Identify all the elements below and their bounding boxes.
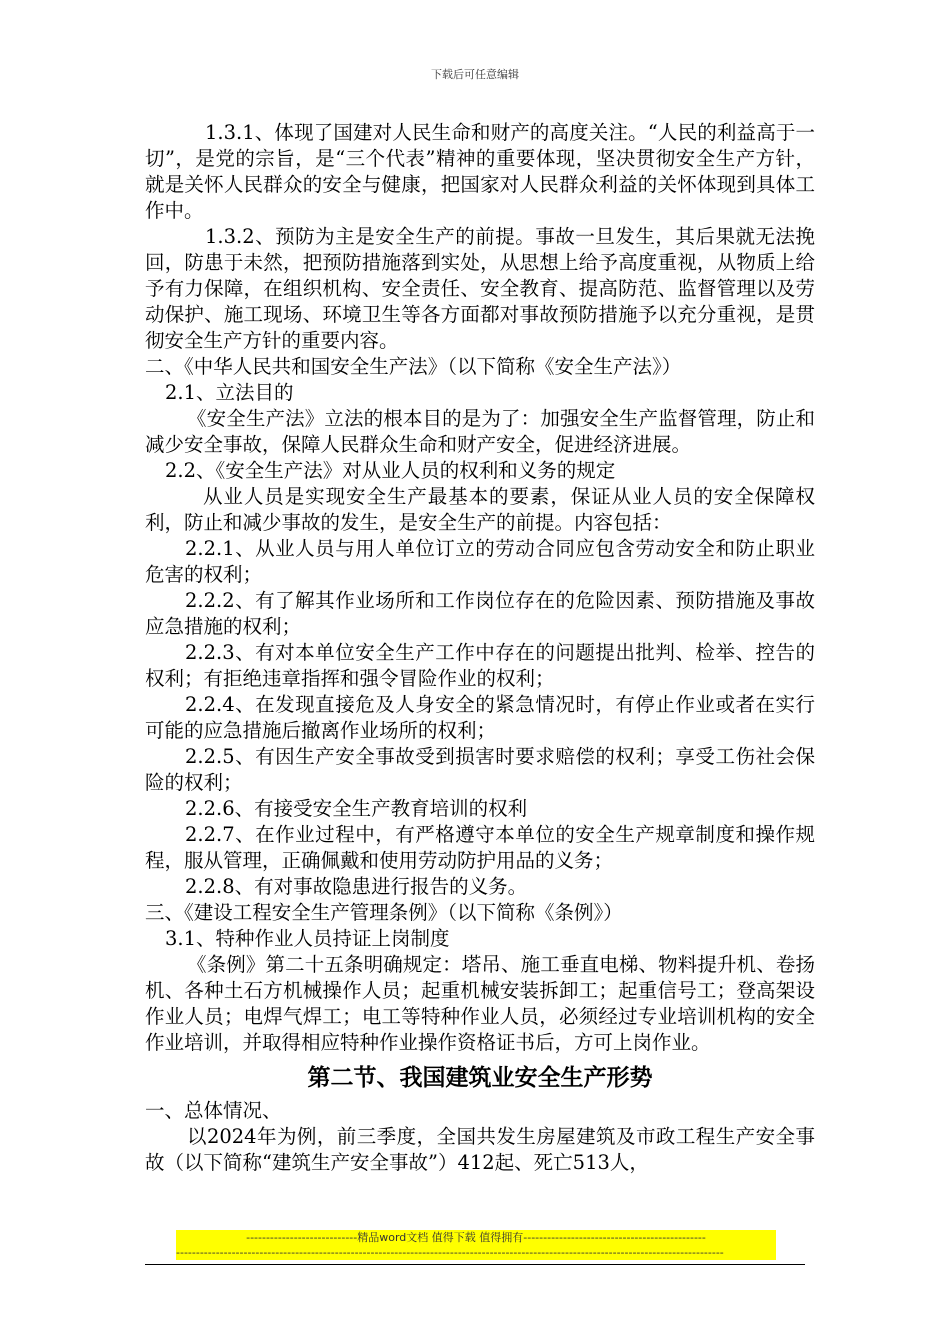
paragraph-2-1-body: 《安全生产法》立法的根本目的是为了：加强安全生产监督管理，防止和减少安全事故，保障人民群众生命和财产安全，促进经济进展。 <box>145 407 815 456</box>
item-2-2-3: 2.2.3、有对本单位安全生产工作中存在的问题提出批判、检举、控告的权利；有拒绝违章指挥和强令冒险作业的权利； <box>145 641 815 690</box>
heading-2-2: 2.2、《安全生产法》对从业人员的权利和义务的规定 <box>165 459 616 482</box>
item-2-2-7: 2.2.7、在作业过程中，有严格遵守本单位的安全生产规章制度和操作规程，服从管理，正确佩戴和使用劳动防护用品的义务； <box>145 823 815 872</box>
item-2-2-5: 2.2.5、有因生产安全事故受到损害时要求赔偿的权利；享受工伤社会保险的权利； <box>145 745 815 794</box>
paragraph-2-2-body: 从业人员是实现安全生产最基本的要素，保证从业人员的安全保障权利，防止和减少事故的发生，是安全生产的前提。内容包括： <box>145 485 815 534</box>
item-2-2-2: 2.2.2、有了解其作业场所和工作岗位存在的危险因素、预防措施及事故应急措施的权利； <box>145 589 815 638</box>
page-header: 下载后可任意编辑 <box>431 68 519 81</box>
paragraph-overall-body: 以2024年为例，前三季度，全国共发生房屋建筑及市政工程生产安全事故（以下简称“建筑生产安全事故”）412起、死亡513人， <box>145 1125 815 1174</box>
footer-banner-line-2: ------------------------------------------------------------------------------------------------------------------------------------------ <box>176 1245 776 1260</box>
heading-2-1: 2.1、立法目的 <box>165 381 294 404</box>
heading-section-3: 三、《建设工程安全生产管理条例》（以下简称《条例》） <box>145 901 623 924</box>
paragraph-1-3-2: 1.3.2、预防为主是安全生产的前提。事故一旦发生，其后果就无法挽回，防患于未然，把预防措施落到实处，从思想上给予高度重视，从物质上给予有力保障，在组织机构、安全责任、安全教育、提高防范、监督管理以及劳动保护、施工现场、环境卫生等各方面都对事故预防措施予以充分重视，是贯彻安全生产方针的重要内容。 <box>145 225 815 352</box>
item-2-2-8: 2.2.8、有对事故隐患进行报告的义务。 <box>185 875 528 898</box>
heading-overall: 一、总体情况、 <box>145 1099 282 1122</box>
item-2-2-6: 2.2.6、有接受安全生产教育培训的权利 <box>185 797 528 820</box>
document-body <box>145 120 815 1176</box>
item-2-2-1: 2.2.1、从业人员与用人单位订立的劳动合同应包含劳动安全和防止职业危害的权利； <box>145 537 815 586</box>
item-2-2-4: 2.2.4、在发现直接危及人身安全的紧急情况时，有停止作业或者在实行可能的应急措施后撤离作业场所的权利； <box>145 693 815 742</box>
footer-banner-line-1: ----------------------------精品word文档 值得下载 值得拥有---------------------------------------------- <box>176 1230 776 1245</box>
heading-3-1: 3.1、特种作业人员持证上岗制度 <box>165 927 450 950</box>
paragraph-1-3-1: 1.3.1、体现了国建对人民生命和财产的高度关注。“人民的利益高于一切”，是党的宗旨，是“三个代表”精神的重要体现，坚决贯彻安全生产方针，就是关怀人民群众的安全与健康，把国家对人民群众利益的关怀体现到具体工作中。 <box>145 121 815 222</box>
section-title: 第二节、我国建筑业安全生产形势 <box>307 1065 653 1091</box>
heading-section-2: 二、《中华人民共和国安全生产法》（以下简称《安全生产法》） <box>145 355 682 378</box>
paragraph-3-1-body: 《条例》第二十五条明确规定：塔吊、施工垂直电梯、物料提升机、卷扬机、各种土石方机械操作人员；起重机械安装拆卸工；起重信号工；登高架设作业人员；电焊气焊工；电工等特种作业人员，必须经过专业培训机构的安全作业培训，并取得相应特种作业操作资格证书后，方可上岗作业。 <box>145 953 815 1054</box>
footer-rule <box>145 1264 805 1265</box>
